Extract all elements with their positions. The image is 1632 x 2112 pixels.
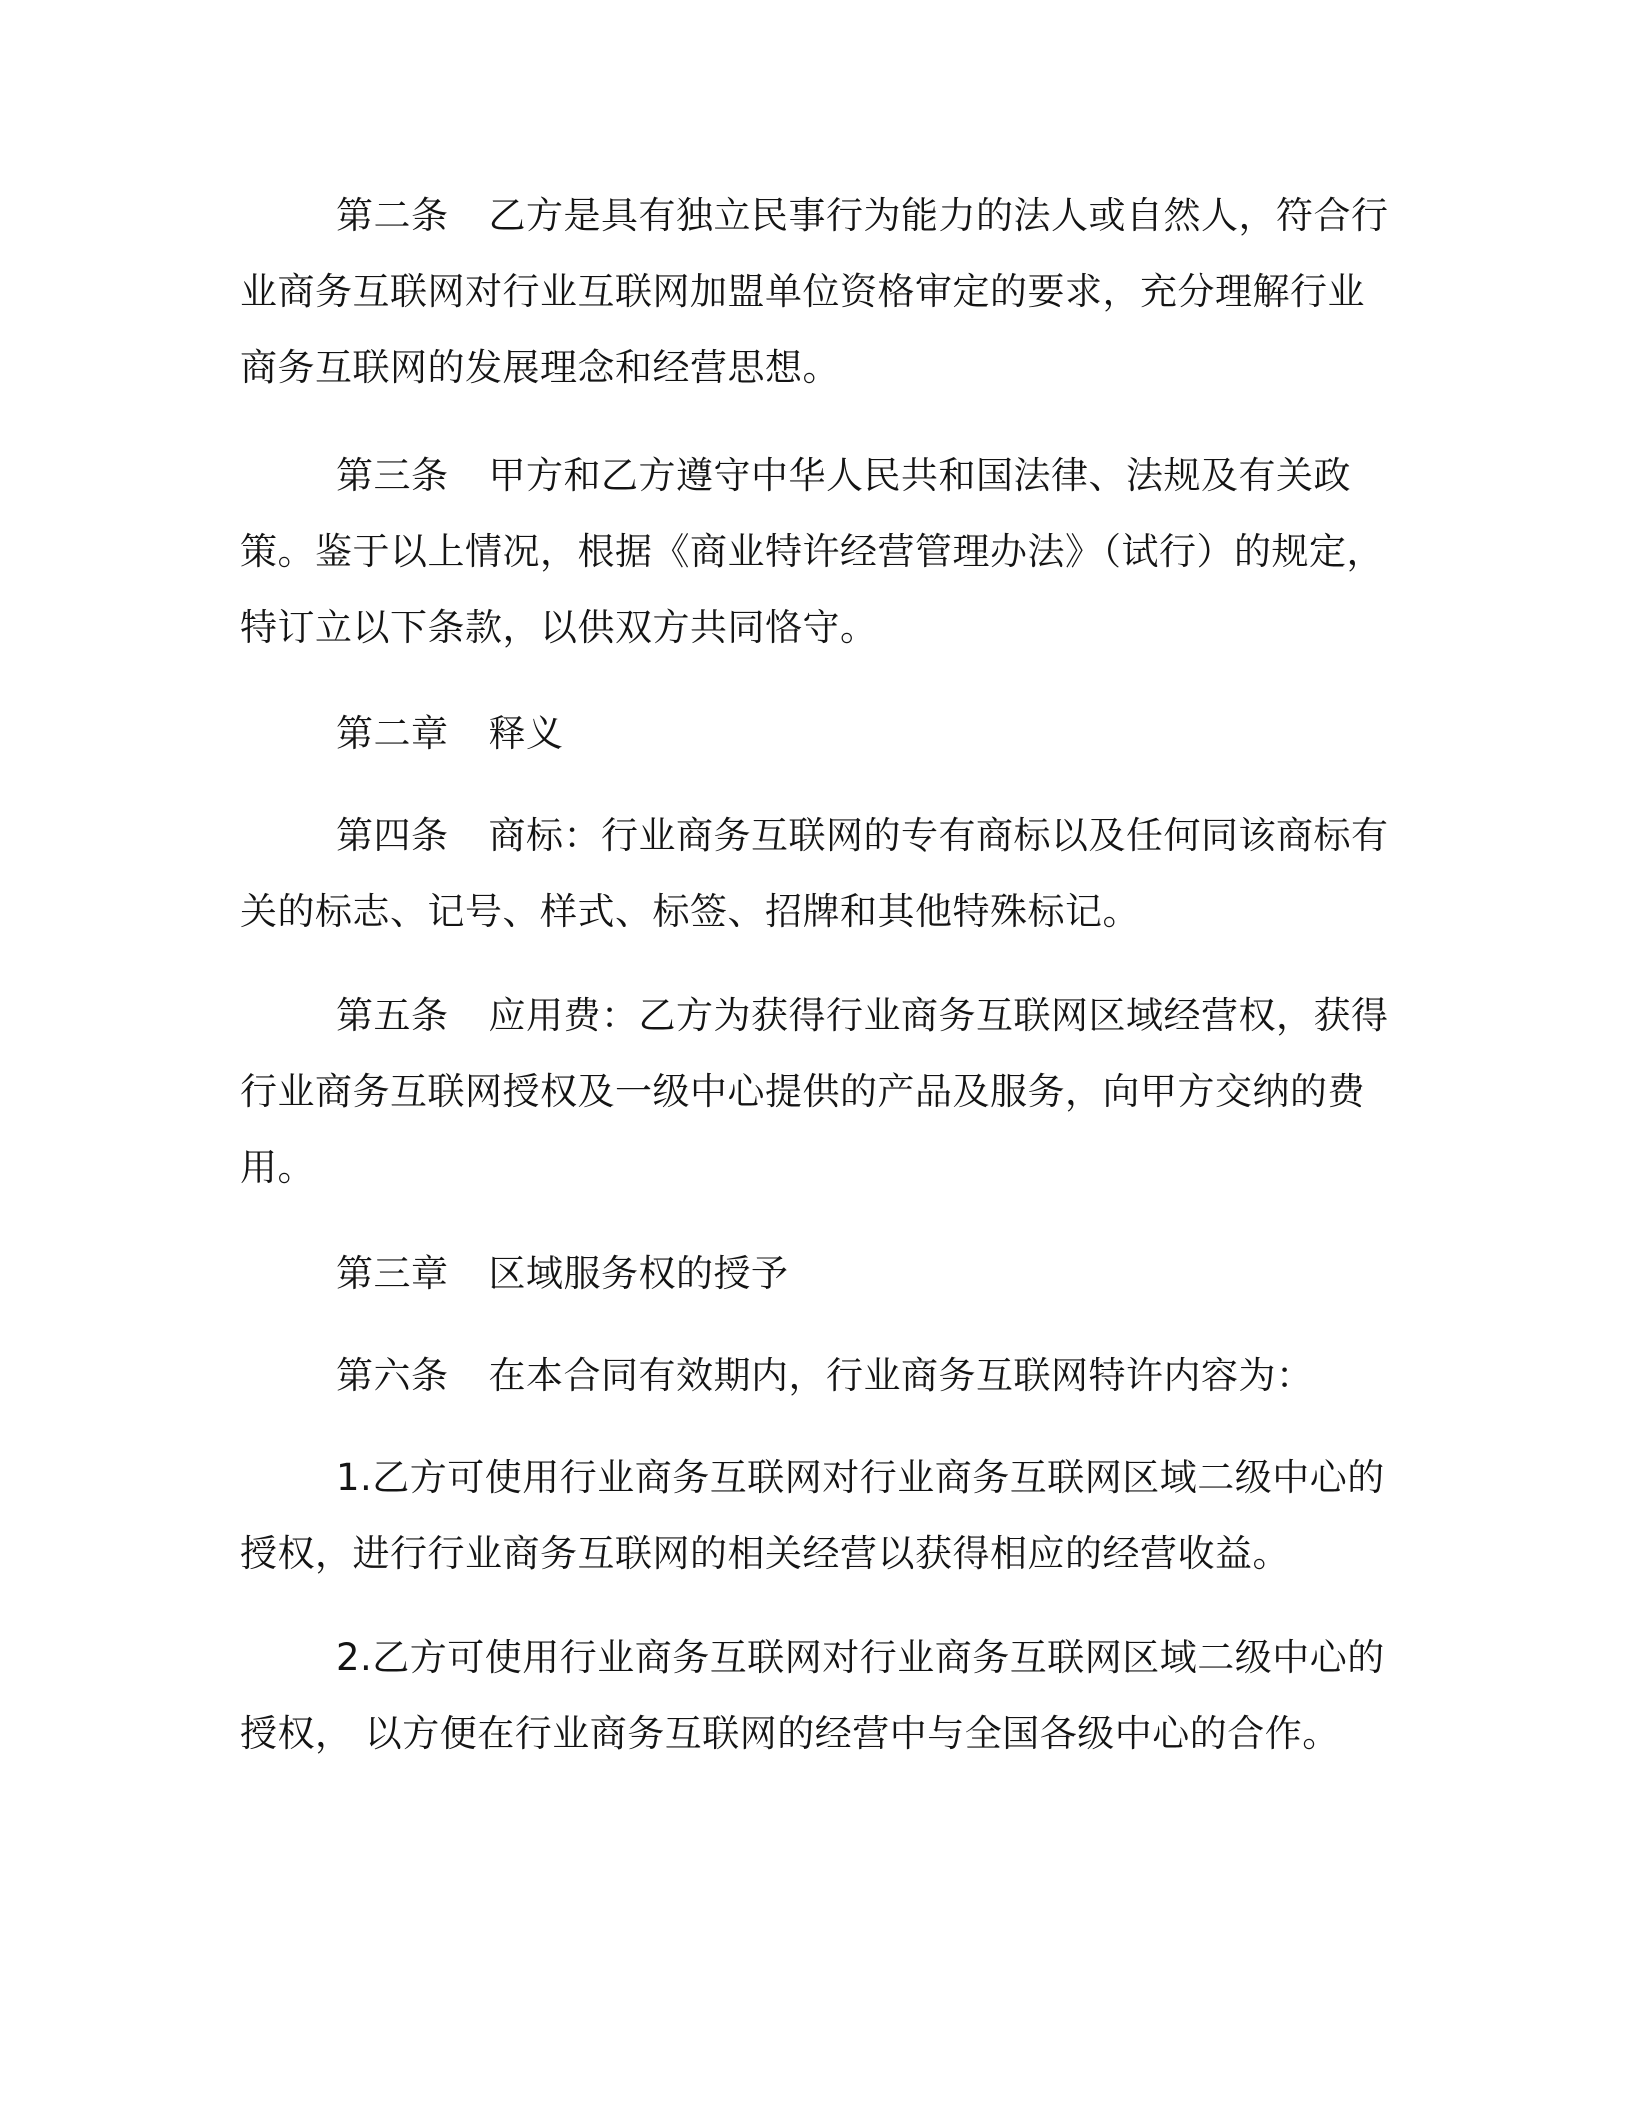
chapter-2-title: 释义 [488, 712, 564, 755]
article-2-text: 乙方是具有独立民事行为能力的法人或自然人，符合行业商务互联网对行业互联网加盟单位资格审定的要求，充分理解行业商务互联网的发展理念和经营思想。 [240, 194, 1389, 389]
chapter-3-title: 区域服务权的授予 [488, 1252, 789, 1295]
article-3-paragraph [240, 438, 1390, 666]
article-6-label: 第六条 [336, 1354, 449, 1397]
article-2-paragraph [240, 178, 1390, 406]
article-3-label: 第三条 [336, 454, 449, 497]
item-1-paragraph [240, 1440, 1390, 1592]
article-5-text: 应用费：乙方为获得行业商务互联网区域经营权，获得行业商务互联网授权及一级中心提供的产品及服务，向甲方交纳的费用。 [240, 994, 1389, 1189]
chapter-3-heading [240, 1236, 1390, 1312]
article-5-label: 第五条 [336, 994, 449, 1037]
article-4-paragraph [240, 798, 1390, 950]
article-6-text: 在本合同有效期内，行业商务互联网特许内容为： [488, 1354, 1314, 1397]
chapter-2-label: 第二章 [336, 712, 449, 755]
item-2-text: 2.乙方可使用行业商务互联网对行业商务互联网区域二级中心的授权， 以方便在行业商务互联网的经营中与全国各级中心的合作。 [240, 1636, 1385, 1755]
item-2-paragraph [240, 1620, 1390, 1772]
chapter-3-label: 第三章 [336, 1252, 449, 1295]
article-3-text: 甲方和乙方遵守中华人民共和国法律、法规及有关政策。鉴于以上情况，根据《商业特许经营管理办法》（试行）的规定，特订立以下条款，以供双方共同恪守。 [240, 454, 1384, 649]
article-2-label: 第二条 [336, 194, 449, 237]
article-6-paragraph [240, 1338, 1390, 1414]
item-1-text: 1.乙方可使用行业商务互联网对行业商务互联网区域二级中心的授权，进行行业商务互联网的相关经营以获得相应的经营收益。 [240, 1456, 1385, 1575]
article-4-label: 第四条 [336, 814, 449, 857]
article-5-paragraph [240, 978, 1390, 1206]
article-4-text: 商标：行业商务互联网的专有商标以及任何同该商标有关的标志、记号、样式、标签、招牌和其他特殊标记。 [240, 814, 1389, 933]
chapter-2-heading [240, 696, 1390, 772]
